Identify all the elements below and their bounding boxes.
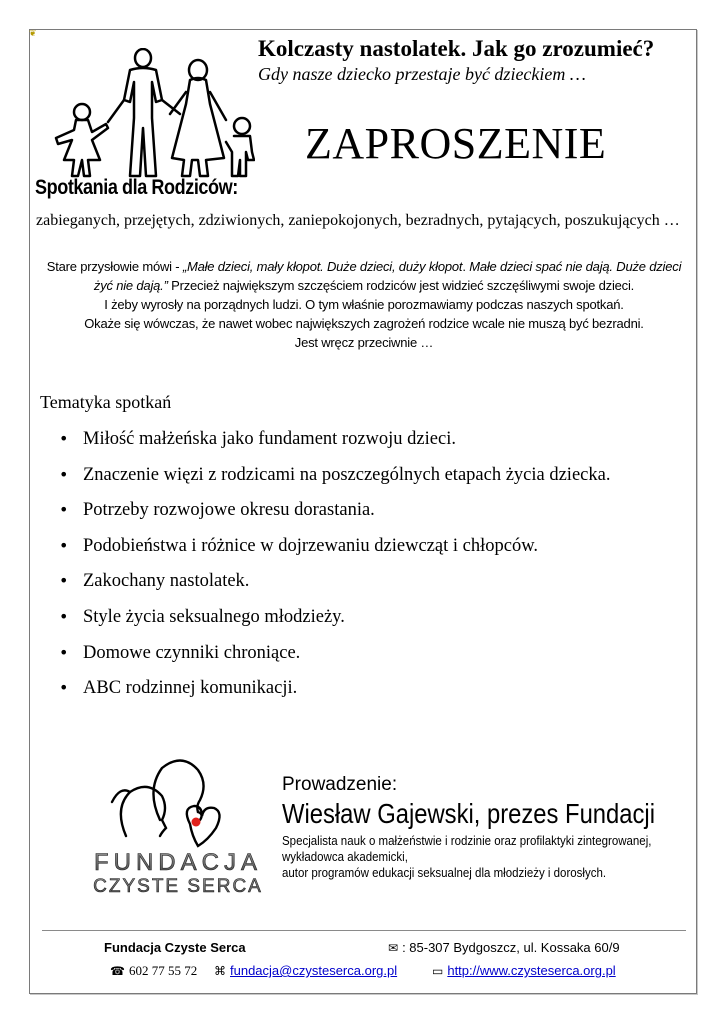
envelope-icon: ✉ (388, 941, 399, 955)
quote-line-5: Jest wręcz przeciwnie … (294, 335, 434, 350)
quote-rest: Przecież największym szczęściem rodziców jest widzieć szczęśliwymi swoje dzieci. (167, 278, 635, 293)
meetings-label: Spotkania dla Rodziców: (35, 176, 238, 199)
list-item: • Style życia seksualnego młodzieży. (59, 602, 610, 638)
corner-bullet-icon: ❦ (29, 29, 37, 39)
quote-lead: Stare przysłowie mówi - (46, 259, 183, 274)
computer-icon: ▭ (432, 964, 444, 978)
audience-text: zabieganych, przejętych, zdziwionych, zaniepokojonych, bezradnych, pytających, poszukujących … (36, 212, 680, 229)
host-desc-line: autor programów edukacji seksualnej dla młodzieży i dorosłych. (282, 866, 607, 880)
footer-email (214, 963, 397, 978)
email-link[interactable]: fundacja@czysteserca.org.pl (230, 963, 398, 978)
quote-line-3: I żeby wyrosły na porządnych ludzi. O tym właśnie porozmawiamy podczas naszych spotkań. (104, 297, 624, 312)
heart-dot (192, 818, 201, 827)
topics-heading: Tematyka spotkań (40, 392, 172, 412)
quote-saying-2: Małe dzieci spać nie dają. Duże dzieci żyć nie dają.” (93, 259, 682, 293)
logo-line-1: Fundacja (93, 849, 263, 876)
footer-website (432, 963, 616, 978)
page-title: Kolczasty nastolatek. Jak go zrozumieć? (258, 36, 655, 61)
footer-phone (110, 963, 197, 979)
quote-dot: . (462, 259, 470, 274)
list-item: • Podobieństwa i różnice w dojrzewaniu dziewcząt i chłopców. (59, 531, 610, 567)
quote-block (40, 257, 688, 352)
list-item: • ABC rodzinnej komunikacji. (59, 673, 610, 709)
foundation-logo (90, 750, 265, 905)
host-desc-line: wykładowca akademicki, (282, 850, 408, 864)
footer-org: Fundacja Czyste Serca (104, 940, 246, 955)
footer-divider (42, 930, 686, 931)
quote-saying: „Małe dzieci, mały kłopot. Duże dzieci, duży kłopot (182, 259, 463, 274)
family-illustration (30, 48, 255, 180)
host-label: Prowadzenie: (282, 774, 398, 795)
list-item: • Miłość małżeńska jako fundament rozwoju dzieci. (59, 424, 610, 460)
list-item: • Potrzeby rozwojowe okresu dorastania. (59, 495, 610, 531)
list-item: • Zakochany nastolatek. (59, 566, 610, 602)
host-name: Wiesław Gajewski, prezes Fundacji (282, 798, 655, 829)
list-item: • Domowe czynniki chroniące. (59, 638, 610, 674)
quote-line-1 (40, 257, 688, 295)
host-description (282, 833, 651, 881)
footer-address (388, 940, 620, 955)
quote-line-4: Okaże się wówczas, że nawet wobec największych zagrożeń rodzice wcale nie muszą być bezradni. (84, 316, 644, 331)
footer-phone-text: 602 77 55 72 (128, 963, 198, 978)
page-subtitle: Gdy nasze dziecko przestaje być dzieckiem … (258, 64, 586, 84)
mouse-icon: ⌘ (214, 964, 226, 978)
website-link[interactable]: http://www.czysteserca.org.pl (447, 963, 616, 978)
host-desc-line: Specjalista nauk o małżeństwie i rodzinie oraz profilaktyki zintegrowanej, (282, 834, 652, 848)
invitation-heading: ZAPROSZENIE (305, 119, 607, 168)
list-item: • Znaczenie więzi z rodzicami na poszczególnych etapach życia dziecka. (59, 460, 610, 496)
footer-address-text: : 85-307 Bydgoszcz, ul. Kossaka 60/9 (402, 940, 620, 955)
phone-icon: ☎ (110, 964, 125, 978)
logo-line-2: Czyste Serca (93, 876, 263, 897)
topics-list (59, 424, 610, 709)
